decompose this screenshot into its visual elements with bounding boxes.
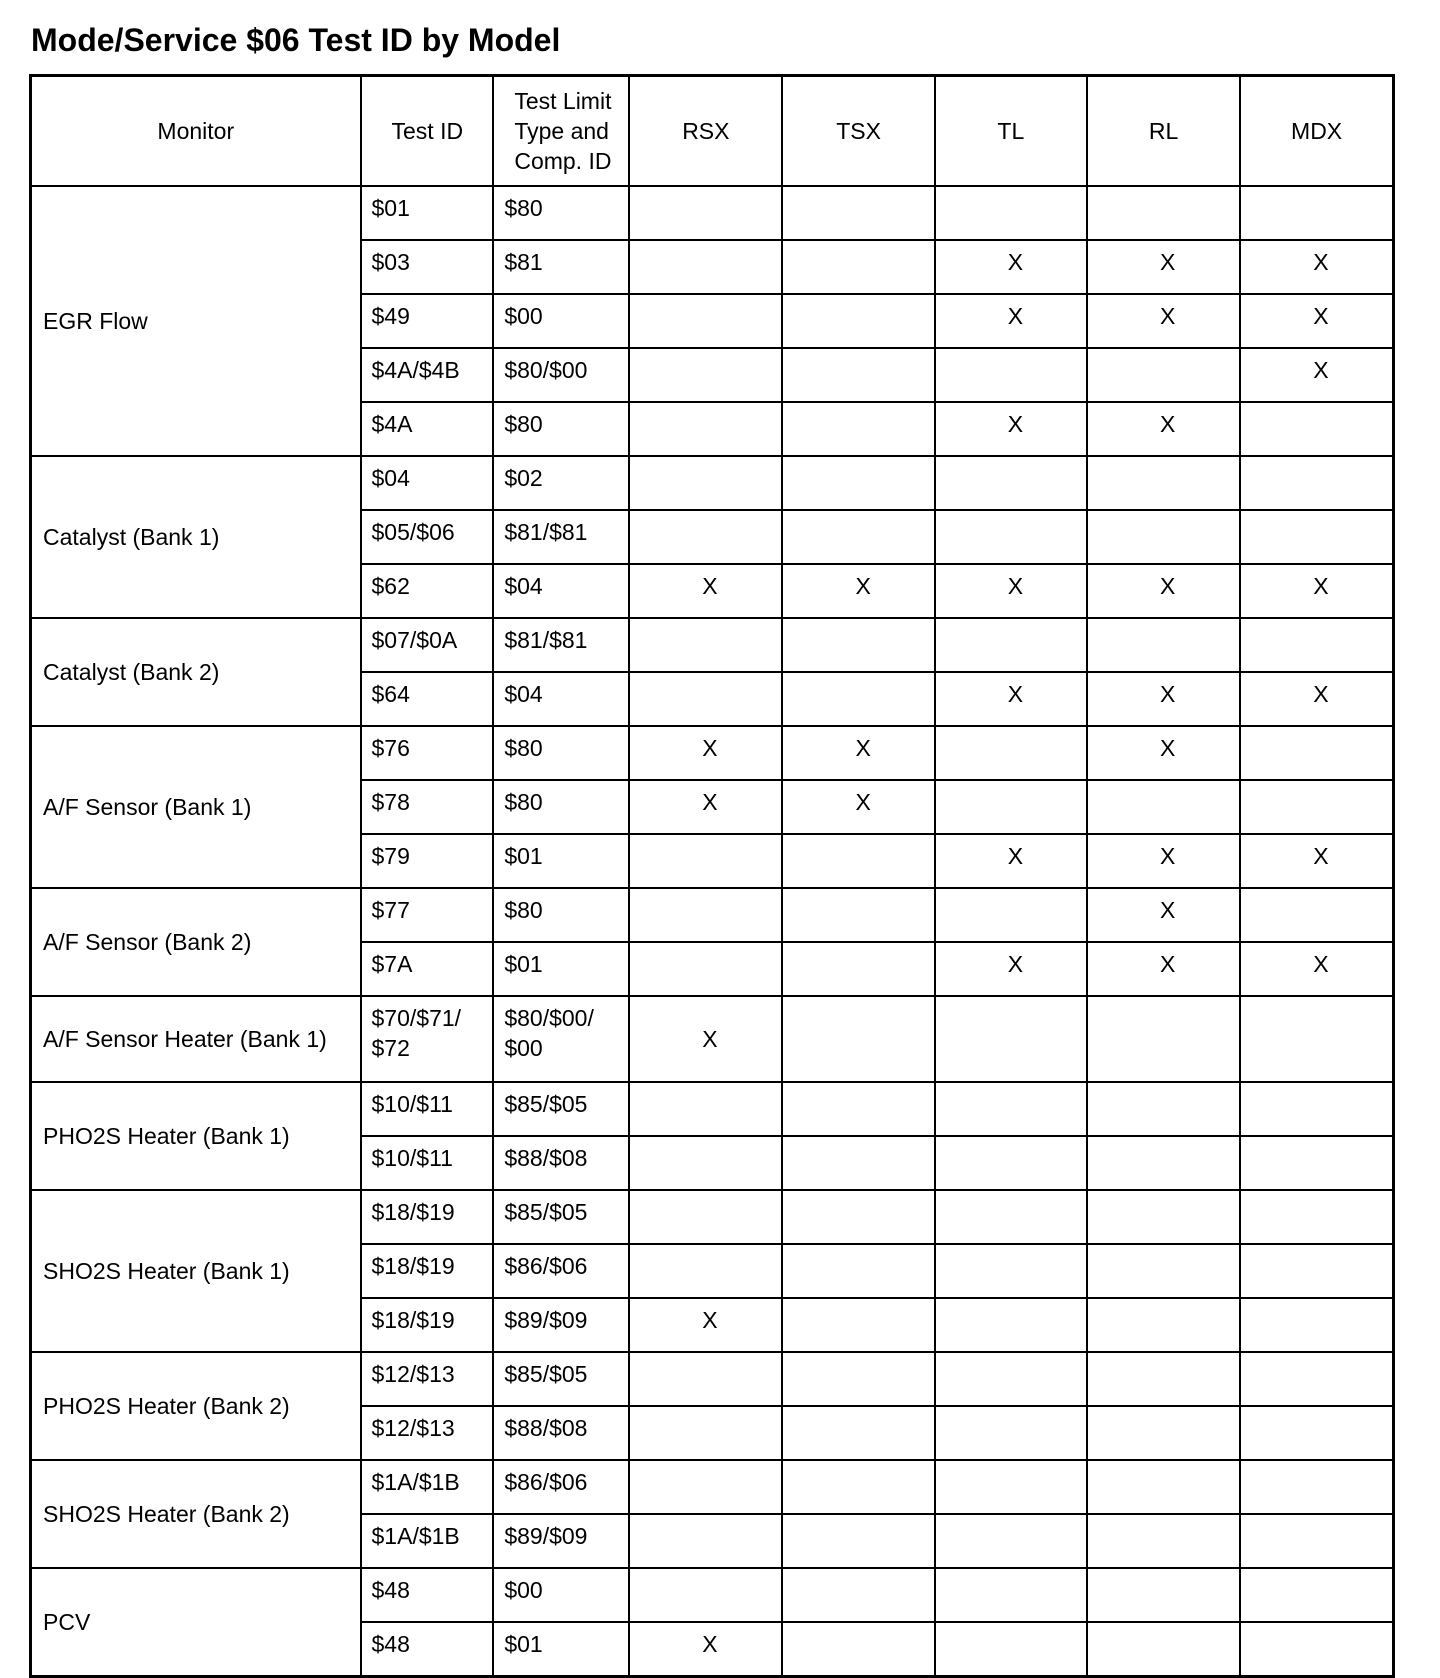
- test-id-cell: $49: [361, 294, 494, 348]
- test-limit-cell: $86/$06: [493, 1460, 629, 1514]
- mark-cell-mdx: [1240, 888, 1393, 942]
- mark-cell-tl: [935, 1568, 1087, 1622]
- mark-cell-tsx: [782, 402, 934, 456]
- mark-cell-rl: X: [1087, 942, 1240, 996]
- monitor-cell: Catalyst (Bank 2): [31, 618, 361, 726]
- test-id-cell: $07/$0A: [361, 618, 494, 672]
- mark-cell-tsx: [782, 240, 934, 294]
- col-header-test-limit: [493, 76, 629, 187]
- test-limit-cell: $85/$05: [493, 1082, 629, 1136]
- mark-cell-rl: X: [1087, 240, 1240, 294]
- mark-cell-rsx: [629, 510, 782, 564]
- mark-cell-rsx: X: [629, 996, 782, 1082]
- test-limit-cell: $80: [493, 186, 629, 240]
- mark-cell-rsx: [629, 834, 782, 888]
- mark-cell-tl: [935, 726, 1087, 780]
- mark-cell-mdx: [1240, 1082, 1393, 1136]
- mark-cell-mdx: [1240, 1622, 1393, 1677]
- test-limit-cell: $80: [493, 726, 629, 780]
- mark-cell-tl: [935, 996, 1087, 1082]
- mark-cell-rl: [1087, 1136, 1240, 1190]
- mark-cell-rsx: [629, 348, 782, 402]
- mark-cell-tsx: [782, 1082, 934, 1136]
- mark-cell-tl: [935, 1190, 1087, 1244]
- mark-cell-mdx: [1240, 1352, 1393, 1406]
- mark-cell-tsx: [782, 456, 934, 510]
- mark-cell-tl: [935, 1406, 1087, 1460]
- mark-cell-mdx: [1240, 1298, 1393, 1352]
- mark-cell-mdx: X: [1240, 834, 1393, 888]
- table-row: [31, 996, 1394, 1082]
- mark-cell-mdx: X: [1240, 294, 1393, 348]
- test-limit-cell: $80/$00: [493, 348, 629, 402]
- col-header-tl: TL: [935, 76, 1087, 187]
- monitor-cell: A/F Sensor (Bank 2): [31, 888, 361, 996]
- test-limit-cell: $80: [493, 888, 629, 942]
- mark-cell-rsx: [629, 672, 782, 726]
- mark-cell-mdx: [1240, 618, 1393, 672]
- monitor-cell: PHO2S Heater (Bank 1): [31, 1082, 361, 1190]
- mark-cell-rsx: [629, 888, 782, 942]
- test-limit-cell: $85/$05: [493, 1190, 629, 1244]
- mark-cell-rl: [1087, 1460, 1240, 1514]
- mark-cell-tsx: [782, 672, 934, 726]
- mark-cell-rsx: [629, 240, 782, 294]
- test-id-cell: $70/$71/ $72: [361, 996, 494, 1082]
- mark-cell-rl: [1087, 996, 1240, 1082]
- mark-cell-tl: [935, 1460, 1087, 1514]
- test-limit-cell: $04: [493, 672, 629, 726]
- table-body: [31, 186, 1394, 1677]
- test-limit-cell: $85/$05: [493, 1352, 629, 1406]
- mark-cell-tl: [935, 186, 1087, 240]
- mark-cell-rsx: [629, 1460, 782, 1514]
- mark-cell-rl: [1087, 510, 1240, 564]
- mark-cell-rl: [1087, 456, 1240, 510]
- mark-cell-rl: [1087, 348, 1240, 402]
- mark-cell-mdx: [1240, 1568, 1393, 1622]
- test-limit-cell: $80/$00/ $00: [493, 996, 629, 1082]
- mark-cell-rsx: [629, 942, 782, 996]
- mark-cell-tsx: X: [782, 726, 934, 780]
- mark-cell-tsx: [782, 1298, 934, 1352]
- mark-cell-tsx: [782, 1514, 934, 1568]
- test-limit-cell: $88/$08: [493, 1136, 629, 1190]
- mark-cell-tsx: [782, 348, 934, 402]
- monitor-cell: PCV: [31, 1568, 361, 1677]
- monitor-cell: A/F Sensor (Bank 1): [31, 726, 361, 888]
- monitor-cell: SHO2S Heater (Bank 2): [31, 1460, 361, 1568]
- mark-cell-tsx: [782, 1136, 934, 1190]
- test-id-cell: $64: [361, 672, 494, 726]
- mark-cell-mdx: [1240, 456, 1393, 510]
- mark-cell-rl: [1087, 1514, 1240, 1568]
- test-id-cell: $12/$13: [361, 1352, 494, 1406]
- mark-cell-tl: [935, 510, 1087, 564]
- table-row: [31, 456, 1394, 510]
- header-row: [31, 76, 1394, 187]
- test-id-table: [29, 74, 1395, 1678]
- test-limit-cell: $81/$81: [493, 510, 629, 564]
- mark-cell-tsx: [782, 1622, 934, 1677]
- col-header-monitor: Monitor: [31, 76, 361, 187]
- test-id-cell: $10/$11: [361, 1136, 494, 1190]
- table-row: [31, 1352, 1394, 1406]
- mark-cell-rsx: X: [629, 780, 782, 834]
- mark-cell-mdx: [1240, 780, 1393, 834]
- mark-cell-rl: X: [1087, 726, 1240, 780]
- mark-cell-tl: [935, 780, 1087, 834]
- mark-cell-tl: [935, 1298, 1087, 1352]
- mark-cell-tl: [935, 1622, 1087, 1677]
- col-header-rl: RL: [1087, 76, 1240, 187]
- mark-cell-tsx: [782, 1352, 934, 1406]
- mark-cell-rl: [1087, 780, 1240, 834]
- page-title: Mode/Service $06 Test ID by Model: [31, 22, 561, 58]
- mark-cell-rl: X: [1087, 834, 1240, 888]
- test-limit-cell: $81/$81: [493, 618, 629, 672]
- monitor-cell: PHO2S Heater (Bank 2): [31, 1352, 361, 1460]
- mark-cell-mdx: [1240, 1514, 1393, 1568]
- mark-cell-tl: [935, 456, 1087, 510]
- test-limit-cell: $88/$08: [493, 1406, 629, 1460]
- col-header-test-id: Test ID: [361, 76, 494, 187]
- table-row: [31, 1190, 1394, 1244]
- mark-cell-rl: [1087, 1298, 1240, 1352]
- monitor-cell: A/F Sensor Heater (Bank 1): [31, 996, 361, 1082]
- table-row: [31, 1568, 1394, 1622]
- monitor-cell: Catalyst (Bank 1): [31, 456, 361, 618]
- test-id-cell: $48: [361, 1622, 494, 1677]
- test-id-cell: $18/$19: [361, 1298, 494, 1352]
- mark-cell-rsx: [629, 1190, 782, 1244]
- mark-cell-mdx: [1240, 402, 1393, 456]
- mark-cell-tl: [935, 1082, 1087, 1136]
- test-limit-cell: $86/$06: [493, 1244, 629, 1298]
- mark-cell-rl: [1087, 618, 1240, 672]
- mark-cell-tsx: [782, 1244, 934, 1298]
- mark-cell-tl: X: [935, 240, 1087, 294]
- mark-cell-mdx: X: [1240, 564, 1393, 618]
- test-id-cell: $03: [361, 240, 494, 294]
- test-id-cell: $77: [361, 888, 494, 942]
- col-header-rsx: RSX: [629, 76, 782, 187]
- mark-cell-tsx: [782, 510, 934, 564]
- mark-cell-rsx: [629, 186, 782, 240]
- mark-cell-tl: [935, 618, 1087, 672]
- mark-cell-rsx: [629, 1136, 782, 1190]
- test-id-cell: $1A/$1B: [361, 1460, 494, 1514]
- mark-cell-mdx: [1240, 1406, 1393, 1460]
- mark-cell-mdx: [1240, 1136, 1393, 1190]
- test-limit-cell: $80: [493, 780, 629, 834]
- mark-cell-tl: [935, 348, 1087, 402]
- col-header-tsx: TSX: [782, 76, 934, 187]
- mark-cell-rsx: X: [629, 726, 782, 780]
- table-row: [31, 1082, 1394, 1136]
- test-limit-cell: $89/$09: [493, 1298, 629, 1352]
- test-limit-cell: $81: [493, 240, 629, 294]
- mark-cell-rl: [1087, 1244, 1240, 1298]
- mark-cell-tsx: X: [782, 564, 934, 618]
- test-id-cell: $78: [361, 780, 494, 834]
- mark-cell-tsx: [782, 996, 934, 1082]
- mark-cell-tsx: [782, 1460, 934, 1514]
- mark-cell-tsx: [782, 1406, 934, 1460]
- mark-cell-tsx: X: [782, 780, 934, 834]
- test-id-cell: $05/$06: [361, 510, 494, 564]
- test-id-cell: $18/$19: [361, 1244, 494, 1298]
- mark-cell-rsx: [629, 618, 782, 672]
- mark-cell-mdx: [1240, 510, 1393, 564]
- col-header-mdx: MDX: [1240, 76, 1393, 187]
- mark-cell-tsx: [782, 888, 934, 942]
- mark-cell-tl: X: [935, 834, 1087, 888]
- test-limit-cell: $01: [493, 834, 629, 888]
- mark-cell-rsx: [629, 402, 782, 456]
- mark-cell-rl: X: [1087, 672, 1240, 726]
- mark-cell-tl: X: [935, 294, 1087, 348]
- test-limit-cell: $89/$09: [493, 1514, 629, 1568]
- table-row: [31, 888, 1394, 942]
- test-id-cell: $62: [361, 564, 494, 618]
- test-id-cell: $1A/$1B: [361, 1514, 494, 1568]
- mark-cell-tl: X: [935, 564, 1087, 618]
- mark-cell-rsx: [629, 1244, 782, 1298]
- mark-cell-rsx: [629, 1568, 782, 1622]
- mark-cell-mdx: [1240, 1460, 1393, 1514]
- mark-cell-rl: X: [1087, 294, 1240, 348]
- mark-cell-rsx: X: [629, 564, 782, 618]
- mark-cell-rsx: [629, 294, 782, 348]
- test-id-cell: $18/$19: [361, 1190, 494, 1244]
- col-header-test-limit-text: Test Limit Type and Comp. ID: [514, 88, 612, 174]
- mark-cell-rl: [1087, 1190, 1240, 1244]
- mark-cell-tl: X: [935, 672, 1087, 726]
- mark-cell-rl: X: [1087, 402, 1240, 456]
- mark-cell-rl: [1087, 1622, 1240, 1677]
- test-id-cell: $01: [361, 186, 494, 240]
- monitor-cell: SHO2S Heater (Bank 1): [31, 1190, 361, 1352]
- mark-cell-rl: [1087, 1406, 1240, 1460]
- test-id-cell: $04: [361, 456, 494, 510]
- mark-cell-mdx: [1240, 186, 1393, 240]
- mark-cell-tsx: [782, 294, 934, 348]
- test-limit-cell: $80: [493, 402, 629, 456]
- mark-cell-mdx: [1240, 1244, 1393, 1298]
- mark-cell-mdx: X: [1240, 348, 1393, 402]
- test-id-cell: $4A: [361, 402, 494, 456]
- mark-cell-mdx: [1240, 996, 1393, 1082]
- mark-cell-rl: X: [1087, 564, 1240, 618]
- mark-cell-tsx: [782, 1190, 934, 1244]
- mark-cell-tl: [935, 888, 1087, 942]
- mark-cell-rl: [1087, 186, 1240, 240]
- mark-cell-rsx: X: [629, 1622, 782, 1677]
- mark-cell-tl: X: [935, 402, 1087, 456]
- mark-cell-tl: X: [935, 942, 1087, 996]
- test-limit-cell: $02: [493, 456, 629, 510]
- test-id-cell: $76: [361, 726, 494, 780]
- mark-cell-mdx: X: [1240, 672, 1393, 726]
- test-limit-cell: $00: [493, 294, 629, 348]
- test-id-cell: $7A: [361, 942, 494, 996]
- mark-cell-rsx: [629, 1514, 782, 1568]
- table-row: [31, 1460, 1394, 1514]
- table-row: [31, 726, 1394, 780]
- mark-cell-tl: [935, 1352, 1087, 1406]
- mark-cell-tsx: [782, 186, 934, 240]
- test-limit-cell: $01: [493, 942, 629, 996]
- mark-cell-mdx: [1240, 726, 1393, 780]
- test-limit-cell: $04: [493, 564, 629, 618]
- test-limit-cell: $00: [493, 1568, 629, 1622]
- mark-cell-rsx: [629, 1406, 782, 1460]
- mark-cell-rl: [1087, 1082, 1240, 1136]
- mark-cell-rl: [1087, 1568, 1240, 1622]
- test-id-cell: $10/$11: [361, 1082, 494, 1136]
- mark-cell-tl: [935, 1514, 1087, 1568]
- mark-cell-mdx: X: [1240, 240, 1393, 294]
- mark-cell-rl: X: [1087, 888, 1240, 942]
- mark-cell-tsx: [782, 618, 934, 672]
- mark-cell-rl: [1087, 1352, 1240, 1406]
- test-limit-cell: $01: [493, 1622, 629, 1677]
- mark-cell-rsx: [629, 1082, 782, 1136]
- table-row: [31, 618, 1394, 672]
- mark-cell-mdx: [1240, 1190, 1393, 1244]
- test-id-cell: $12/$13: [361, 1406, 494, 1460]
- mark-cell-tl: [935, 1244, 1087, 1298]
- mark-cell-tsx: [782, 942, 934, 996]
- test-id-cell: $48: [361, 1568, 494, 1622]
- mark-cell-rsx: X: [629, 1298, 782, 1352]
- mark-cell-tsx: [782, 1568, 934, 1622]
- table-row: [31, 186, 1394, 240]
- monitor-cell: EGR Flow: [31, 186, 361, 456]
- mark-cell-tl: [935, 1136, 1087, 1190]
- mark-cell-tsx: [782, 834, 934, 888]
- test-id-cell: $79: [361, 834, 494, 888]
- mark-cell-rsx: [629, 456, 782, 510]
- test-id-cell: $4A/$4B: [361, 348, 494, 402]
- mark-cell-rsx: [629, 1352, 782, 1406]
- table-header: [31, 76, 1394, 187]
- mark-cell-mdx: X: [1240, 942, 1393, 996]
